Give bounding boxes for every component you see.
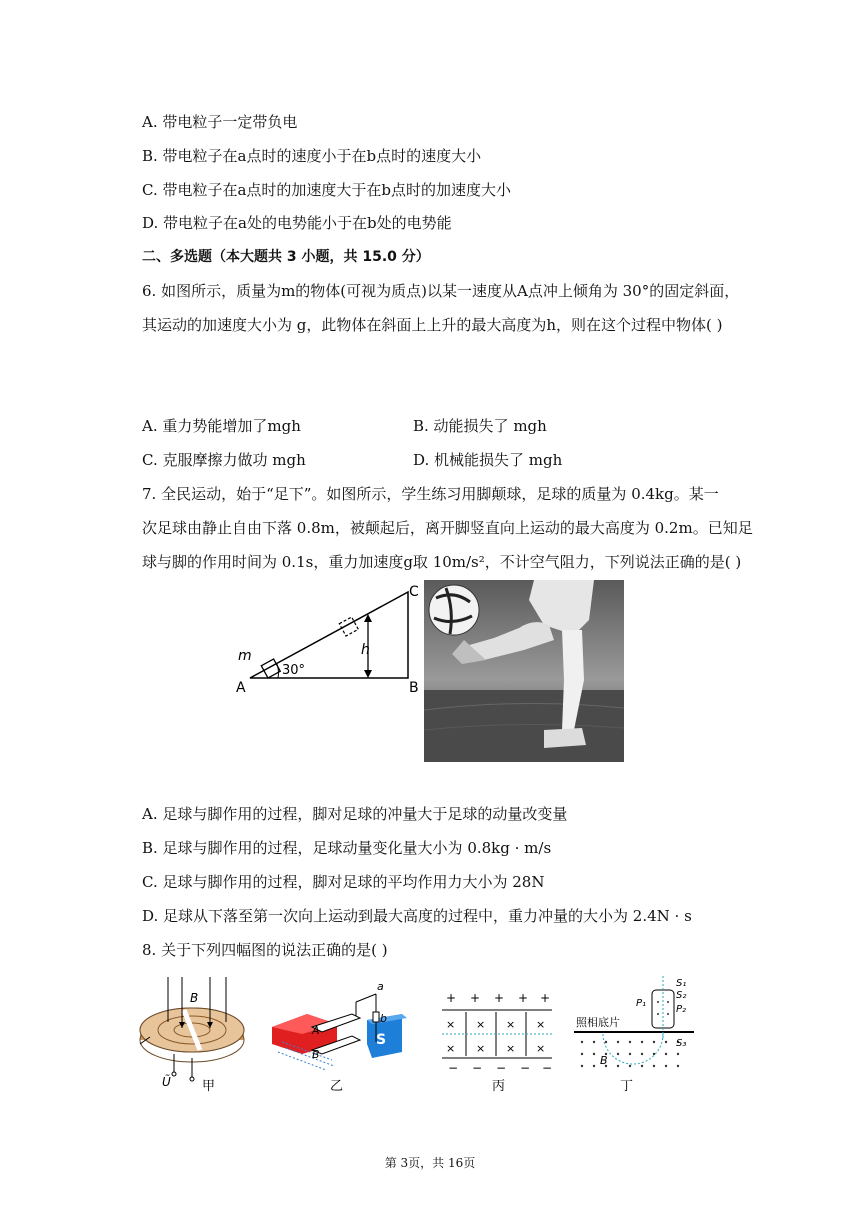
q5-option-b: B. 带电粒子在a点时的速度小于在b点时的速度大小 <box>142 147 482 165</box>
fig-yi-a-label: A <box>312 1024 320 1037</box>
fig-jia-u: Ũ <box>162 1075 171 1089</box>
svg-text:+: + <box>518 991 529 1005</box>
q7-option-a: A. 足球与脚作用的过程，脚对足球的冲量大于足球的动量改变量 <box>142 805 568 823</box>
q7-stem-line1: 7. 全民运动，始于“足下”。如图所示，学生练习用脚颠球，足球的质量为 0.4kg。某一 <box>142 485 719 503</box>
q6-stem-line1: 6. 如图所示，质量为m的物体(可视为质点)以某一速度从A点冲上倾角为 30°的固定斜面， <box>142 282 740 300</box>
incline-label-m: m <box>238 648 252 664</box>
q5-option-d: D. 带电粒子在a处的电势能小于在b处的电势能 <box>142 214 452 232</box>
q5-option-c: C. 带电粒子在a点时的加速度大于在b点时的加速度大小 <box>142 181 512 199</box>
svg-text:+: + <box>540 991 551 1005</box>
fig-yi-b: b <box>380 1012 387 1025</box>
q7-stem-line2: 次足球由静止自由下落 0.8m，被颠起后，离开脚竖直向上运动的最大高度为 0.2m。已知足 <box>142 519 753 537</box>
svg-text:×: × <box>536 1018 546 1031</box>
svg-text:×: × <box>536 1042 546 1055</box>
svg-text:+: + <box>470 991 481 1005</box>
mhd-generator-figure <box>272 980 407 1094</box>
q5-option-a: A. 带电粒子一定带负电 <box>142 113 298 131</box>
fig-ding-caption: 丁 <box>620 1079 634 1094</box>
incline-figure <box>228 580 428 695</box>
fig-bing-caption: 丙 <box>492 1079 506 1094</box>
svg-text:−: − <box>448 1061 459 1075</box>
fig-yi-b-label: B <box>312 1048 320 1061</box>
fig-ding-s3: S₃ <box>676 1038 687 1049</box>
fig-ding-p2: P₂ <box>676 1004 687 1015</box>
q7-option-d: D. 足球从下落至第一次向上运动到最大高度的过程中，重力冲量的大小为 2.4N · s <box>142 907 692 925</box>
svg-text:−: − <box>520 1061 531 1075</box>
q6-option-a: A. 重力势能增加了mgh <box>142 417 301 435</box>
incline-label-a: A <box>236 680 246 695</box>
cyclotron-figure <box>140 977 244 1094</box>
fig-jia-b: B <box>190 991 199 1005</box>
q7-option-b: B. 足球与脚作用的过程，足球动量变化量大小为 0.8kg · m/s <box>142 839 552 857</box>
velocity-selector-figure <box>442 991 552 1094</box>
incline-label-h: h <box>361 642 370 658</box>
fig-ding-p1: P₁ <box>636 998 647 1009</box>
q6-option-d: D. 机械能损失了 mgh <box>413 451 563 469</box>
fig-jia-caption: 甲 <box>202 1079 216 1094</box>
svg-text:−: − <box>496 1061 507 1075</box>
svg-text:×: × <box>476 1042 486 1055</box>
svg-text:×: × <box>506 1018 516 1031</box>
fig-yi-s: S <box>376 1032 387 1048</box>
q8-stem: 8. 关于下列四幅图的说法正确的是( ) <box>142 941 388 959</box>
q6-stem-line2: 其运动的加速度大小为 g，此物体在斜面上上升的最大高度为h，则在这个过程中物体( ) <box>142 316 723 334</box>
svg-text:×: × <box>446 1042 456 1055</box>
q6-option-c: C. 克服摩擦力做功 mgh <box>142 451 306 469</box>
fig-ding-s1: S₁ <box>676 978 687 989</box>
page-footer: 第 3页，共 16页 <box>384 1156 476 1170</box>
svg-text:×: × <box>446 1018 456 1031</box>
mass-spectrometer-figure <box>574 976 694 1094</box>
svg-text:+: + <box>494 991 505 1005</box>
incline-label-c: C <box>409 584 419 600</box>
fig-ding-b: B <box>600 1054 608 1067</box>
four-figures <box>132 972 702 1097</box>
fig-yi-a: a <box>377 980 384 993</box>
football-photo <box>424 580 624 762</box>
svg-text:−: − <box>472 1061 483 1075</box>
svg-text:+: + <box>446 991 457 1005</box>
fig-ding-film: 照相底片 <box>576 1016 620 1029</box>
fig-ding-s2: S₂ <box>676 990 687 1001</box>
incline-label-angle: 30° <box>282 663 306 678</box>
svg-text:×: × <box>476 1018 486 1031</box>
svg-text:×: × <box>506 1042 516 1055</box>
q7-stem-line3: 球与脚的作用时间为 0.1s，重力加速度g取 10m/s²，不计空气阻力，下列说法正确的是( ) <box>142 553 742 571</box>
fig-yi-caption: 乙 <box>330 1079 344 1094</box>
incline-label-b: B <box>409 680 419 695</box>
section-heading: 二、多选题（本大题共 3 小题，共 15.0 分） <box>142 249 430 265</box>
q7-option-c: C. 足球与脚作用的过程，脚对足球的平均作用力大小为 28N <box>142 873 545 891</box>
svg-text:−: − <box>542 1061 553 1075</box>
q6-option-b: B. 动能损失了 mgh <box>413 417 547 435</box>
